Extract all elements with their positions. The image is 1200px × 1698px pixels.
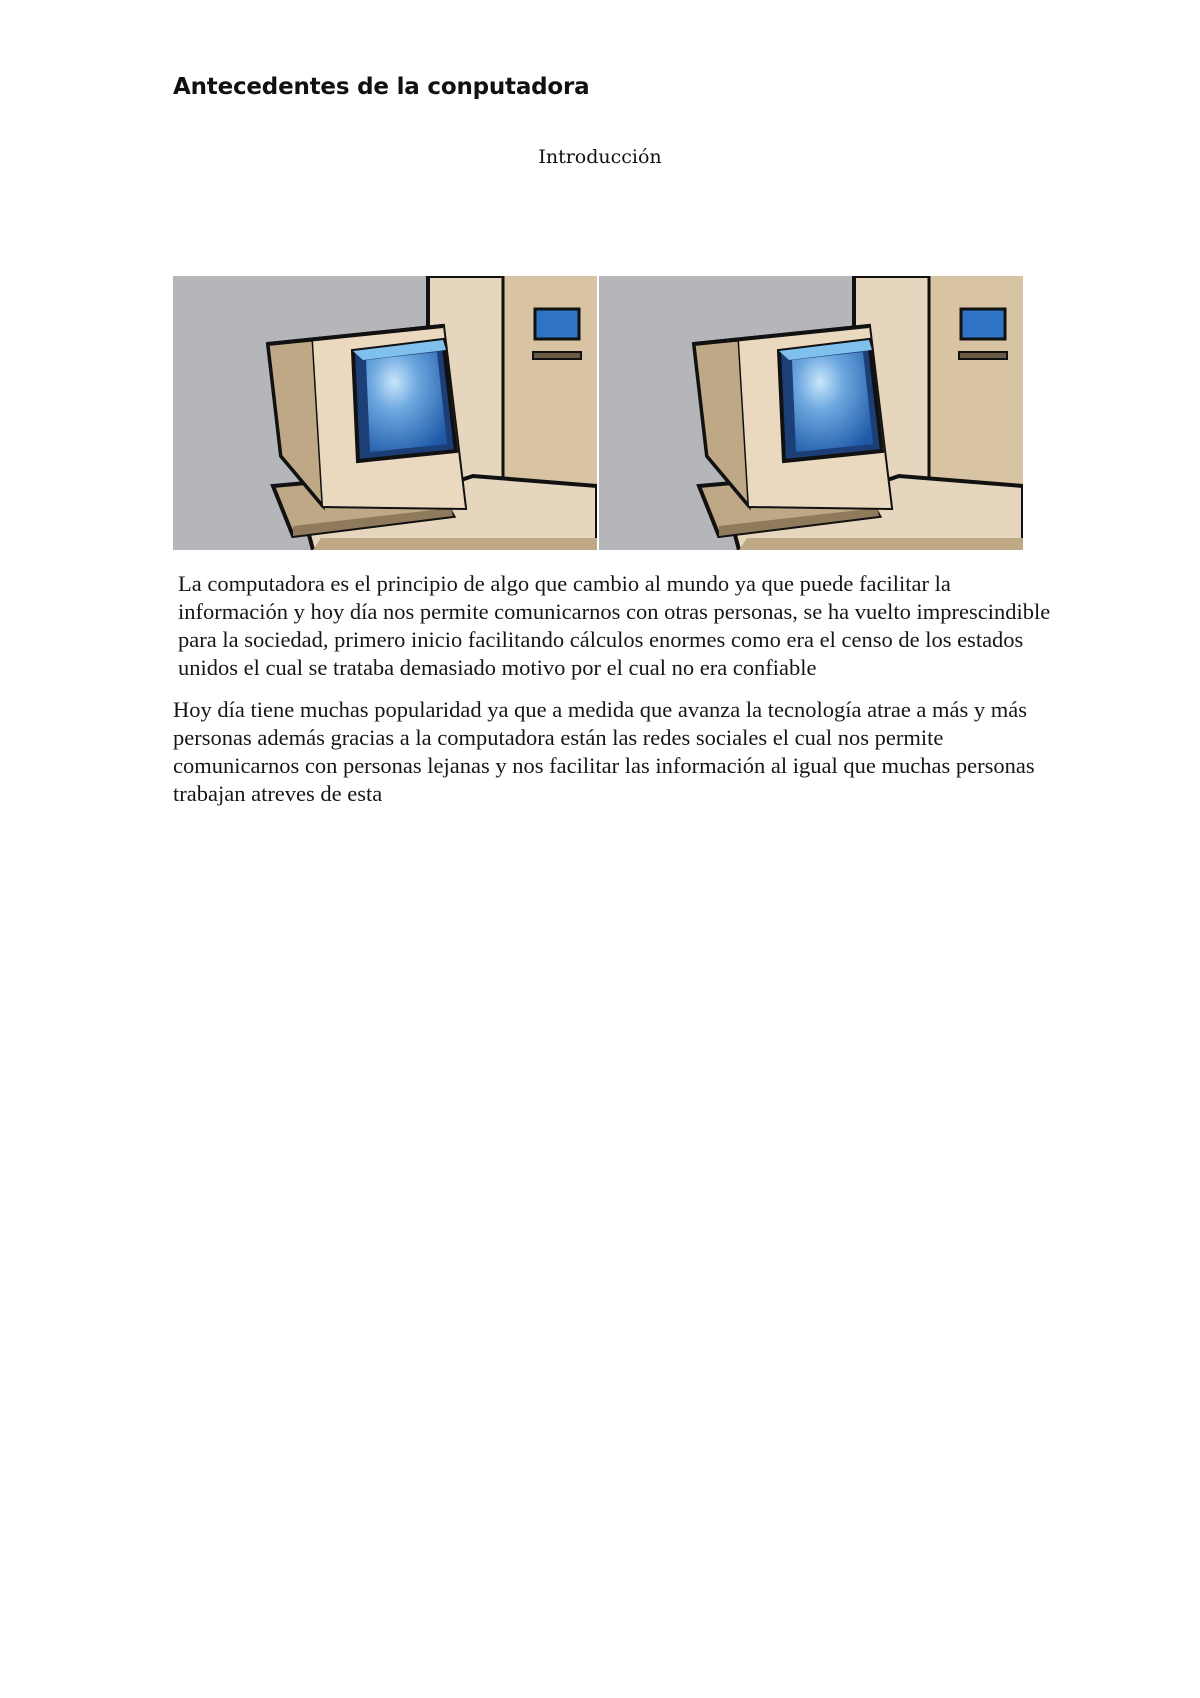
- paragraph-2: Hoy día tiene muchas popularidad ya que a medida que avanza la tecnología atrae a más y más personas además gracias a la computadora están las redes sociales el cual nos permite comunicarnos con personas lejanas y nos facilitar las información al igual que muchas personas trabajan atreves de esta: [173, 697, 1035, 806]
- paragraph-1: La computadora es el principio de algo que cambio al mundo ya que puede facilitar la información y hoy día nos permite comunicarnos con otras personas, se ha vuelto imprescindible para la sociedad, primero inicio facilitando cálculos enormes como era el censo de los estados unidos el cual se trataba demasiado motivo por el cual no era confiable: [178, 571, 1051, 680]
- section-heading: Introducción: [538, 146, 662, 168]
- document-body: [173, 570, 1053, 822]
- document-title: Antecedentes de la conputadora: [173, 74, 590, 100]
- computer-image-left: [173, 276, 597, 550]
- computer-image-right: [599, 276, 1023, 550]
- computer-illustration: [173, 276, 1024, 550]
